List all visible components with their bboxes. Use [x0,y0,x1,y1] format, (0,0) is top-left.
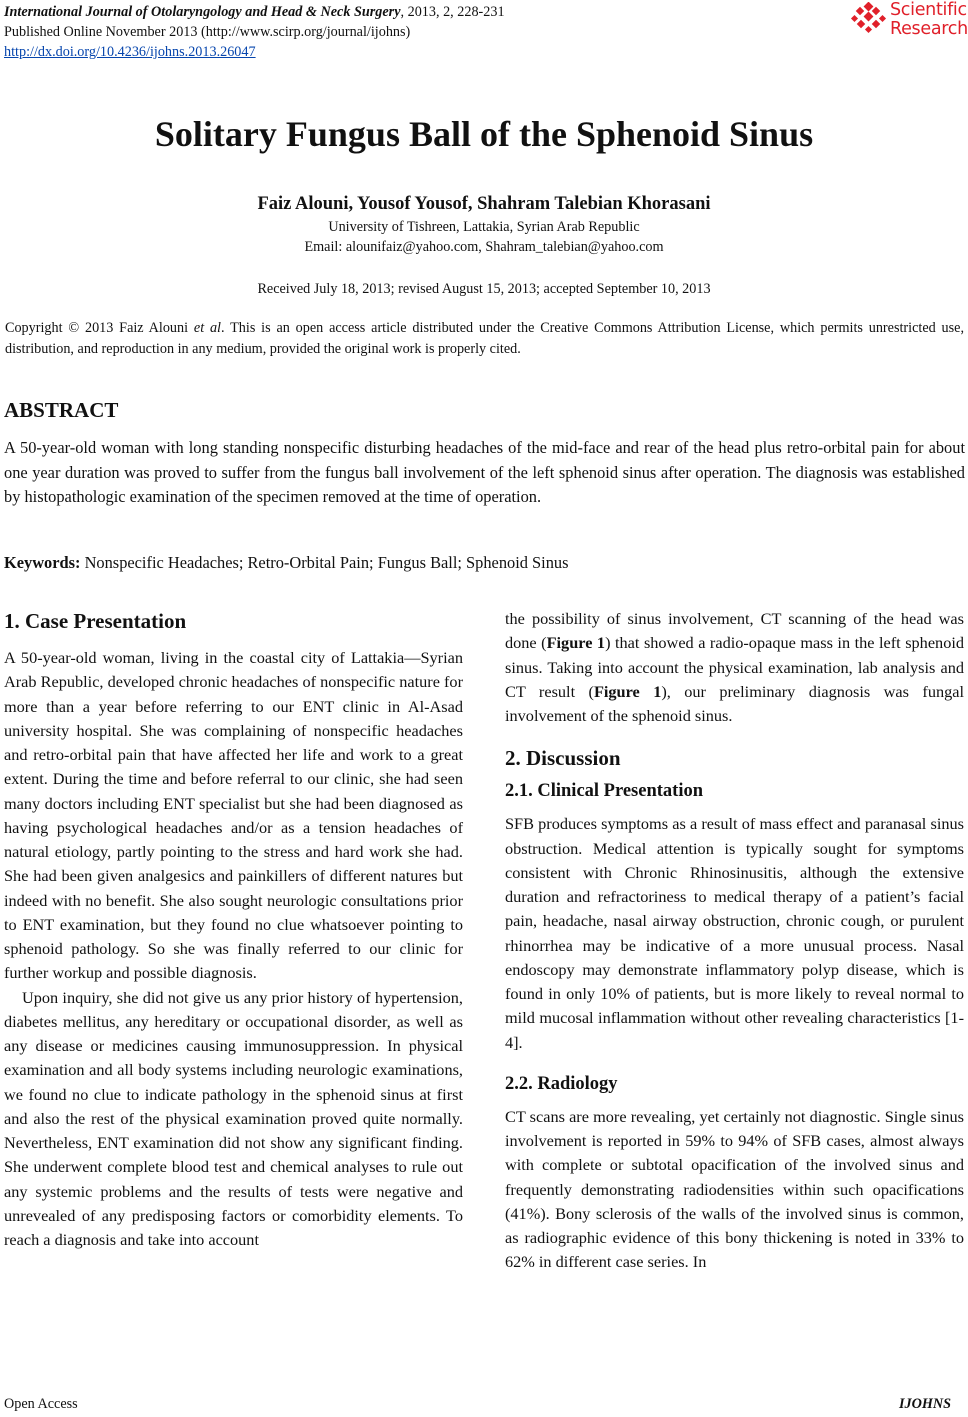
logo-line1: Scientific [890,0,967,20]
copyright-etal: et al [193,320,221,336]
copyright-notice [5,318,964,360]
section-heading-discussion: 2. Discussion [505,746,621,771]
keywords [4,551,965,575]
paragraph: A 50-year-old woman, living in the coastal city of Lattakia—Syrian Arab Republic, developed chronic headaches of nonspecific nature for more than a year before referring to our ENT clinic in Al-Asad university hospital. She was complaining of nonspecific headaches and retro-orbital pain that have affected her life and work to a great extent. During the time and before referral to our clinic, she had seen many doctors including ENT specialist but she had been diagnosed as having psychological headaches and/or as a tension headaches of natural etiology, partly pointing to the stress and hard work she had. She had been given analgesics and painkillers of different natures but indeed with no benefit. She also sought neurologic consultations prior to ENT examination, but they found no clue whatsoever pointing to sphenoid pathology. So she was finally referred to our clinic for further workup and possible diagnosis. [4,648,463,983]
footer-journal-abbrev: IJOHNS [899,1396,952,1412]
figure-ref[interactable]: Figure 1 [546,633,606,653]
logo-mark-icon [850,2,888,40]
authors: Faiz Alouni, Yousof Yousof, Shahram Talebian Khorasani [257,194,711,214]
journal-name: International Journal of Otolaryngology and Head & Neck Surgery [4,4,401,20]
author-email: Email: alounifaiz@yahoo.com, Shahram_talebian@yahoo.com [304,239,664,255]
section-heading-case: 1. Case Presentation [4,609,187,633]
received-dates: Received July 18, 2013; revised August 15, 2013; accepted September 10, 2013 [257,281,711,297]
paragraph: SFB produces symptoms as a result of mass effect and paranasal sinus obstruction. Medical attention is typically sought for symptoms consistent with Chronic Rhinosinusitis, although the extensive duration and refractoriness to medical therapy of a patient’s facial pain, headache, nasal airway obstruction, chronic cough, or purulent rhinorrhea may be indicative of a more unusual process. Nasal endoscopy may demonstrate inflammatory polyp disease, which is found in only 10% of patients, but is more likely to reveal normal to mild mucosal inflammation without other revealing characteristics [1-4]. [505,814,964,1052]
footer-open-access: Open Access [4,1396,78,1412]
paragraph-text: the possibility of sinus involvement, CT scanning of the head was done ( [505,609,964,653]
scientific-research-logo [846,0,968,44]
journal-volume: , 2013, 2, 228-231 [400,4,505,20]
logo-line2: Research [890,19,968,39]
subsection-heading-clinical: 2.1. Clinical Presentation [505,781,704,802]
keywords-list: Nonspecific Headaches; Retro-Orbital Pain; Fungus Ball; Sphenoid Sinus [80,553,569,572]
right-column [505,607,964,1275]
doi-link[interactable]: http://dx.doi.org/10.4236/ijohns.2013.26047 [4,44,256,60]
subsection-heading-radiology: 2.2. Radiology [505,1073,618,1094]
published-online: Published Online November 2013 (http://www.scirp.org/journal/ijohns) [4,24,411,40]
journal-header [4,2,505,62]
affiliation: University of Tishreen, Lattakia, Syrian Arab Republic [328,219,640,235]
keywords-label: Keywords: [4,553,81,572]
paragraph-text: ), our preliminary diagnosis was fungal involvement of the sphenoid sinus. [505,681,965,725]
paragraph: Upon inquiry, she did not give us any prior history of hypertension, diabetes mellitus, any hereditary or occupational disorder, as well as any disease or medicines causing immunosuppression. In physical examination and all body systems including neurologic examinations, we found no clue to indicate pathology in the sphenoid sinus at first and also the rest of the physical examination proved quite normally. Nevertheless, ENT examination did not show any significant finding. She underwent complete blood test and chemical analyses to rule out any systemic problems and the results of tests were negative and unrevealed of any predisposing factors or comorbidity elements. To reach a diagnosis and take into account [4,987,463,1249]
copyright-license: . This is an open access article distributed under the Creative Commons Attribution License, which permits unrestricted use, distribution, and reproduction in any medium, provided the original work is properly cited. [5,320,964,357]
paragraph [505,607,964,728]
abstract-text: A 50-year-old woman with long standing nonspecific disturbing headaches of the mid-face and rear of the head plus retro-orbital pain for about one year duration was proved to suffer from the fungus ball involvement of the left sphenoid sinus after operation. The diagnosis was established by histopathologic examination of the specimen removed at the time of operation. [4,438,965,506]
left-column [4,607,463,1252]
copyright-text: Copyright © 2013 Faiz Alouni [5,320,194,336]
abstract-heading: ABSTRACT [4,398,119,422]
paper-title: Solitary Fungus Ball of the Sphenoid Sinus [154,114,814,154]
figure-ref[interactable]: Figure 1 [593,681,662,701]
journal-citation [4,2,505,22]
logo-text [890,1,968,39]
paragraph: CT scans are more revealing, yet certainly not diagnostic. Single sinus involvement is reported in 59% to 94% of SFB cases, almost always with complete or subtotal opacification of the involved sinus and frequently demonstrating radiodensities within such opacifications (41%). Bony sclerosis of the walls of the involved sinus is common, as radiographic evidence of this bony thickening is noted in 33% to 62% in different case series. In [505,1106,964,1272]
paragraph-text: ) that showed a radio-opaque mass in the left sphenoid sinus. Taking into account the physical examination, lab analysis and CT result ( [505,633,964,701]
